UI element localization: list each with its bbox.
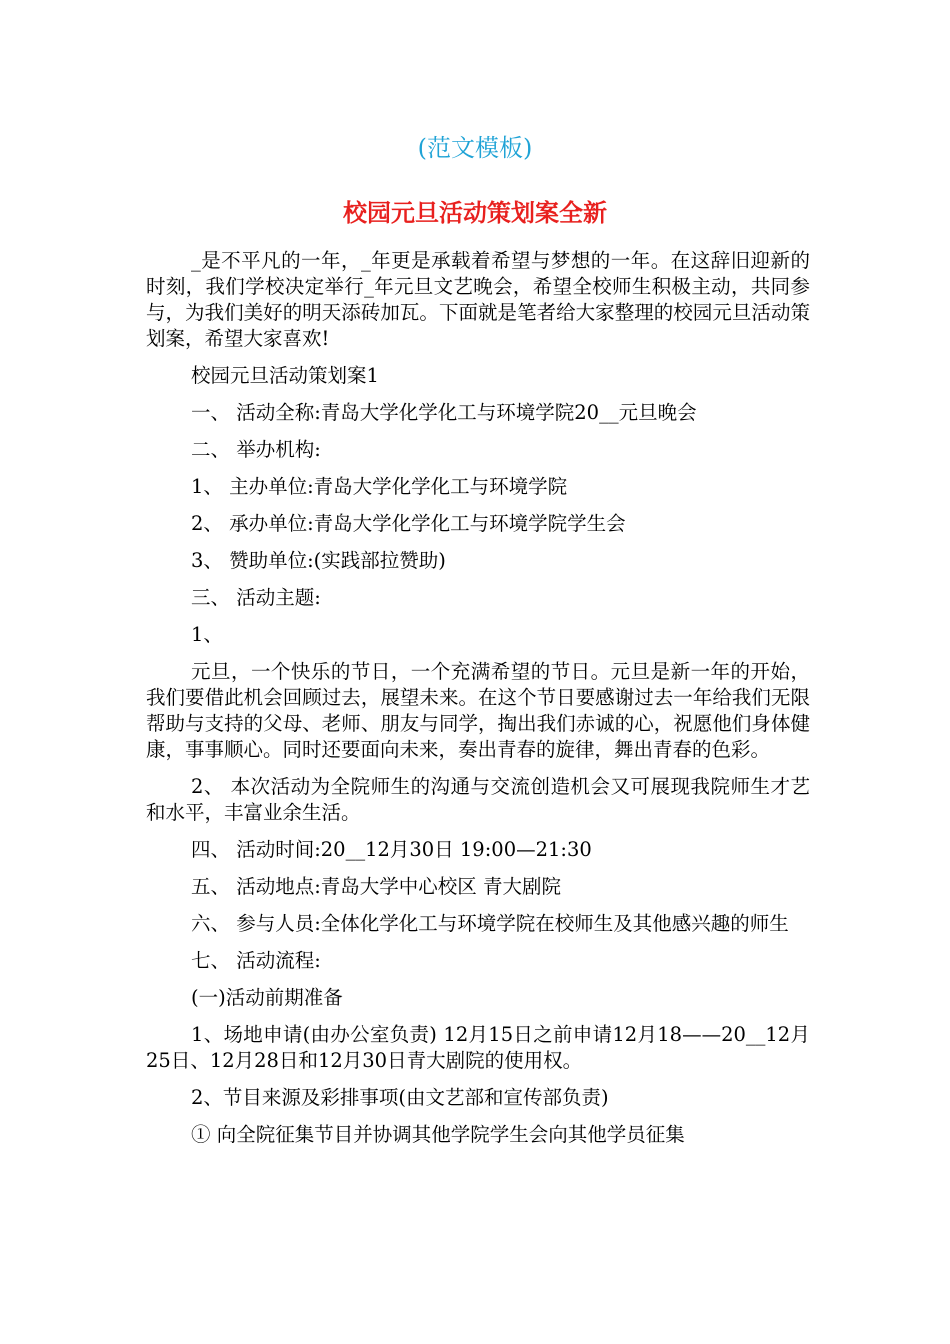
document-body <box>146 248 810 1159</box>
list-item: 六、 参与人员:全体化学化工与环境学院在校师生及其他感兴趣的师生 <box>191 912 789 935</box>
list-item: 2、 承办单位:青岛大学化学化工与环境学院学生会 <box>191 512 626 535</box>
list-item: 1、 主办单位:青岛大学化学化工与环境学院 <box>191 475 568 498</box>
list-item: 三、 活动主题: <box>191 586 321 609</box>
list-item: 一、 活动全称:青岛大学化学化工与环境学院20__元旦晚会 <box>191 401 697 424</box>
list-item: (一)活动前期准备 <box>191 986 343 1009</box>
list-item: 1、场地申请(由办公室负责) 12月15日之前申请12月18——20__12月25日、12月28日和12月30日青大剧院的使用权。 <box>146 1023 810 1072</box>
document-title: 校园元旦活动策划案全新 <box>343 199 607 227</box>
theme-paragraph: 元旦，一个快乐的节日，一个充满希望的节日。元旦是新一年的开始，我们要借此机会回顾过去，展望未来。在这个节日要感谢过去一年给我们无限帮助与支持的父母、老师、朋友与同学，掏出我们赤诚的心，祝愿他们身体健康，事事顺心。同时还要面向未来，奏出青春的旋律，舞出青春的色彩。 <box>146 660 810 761</box>
list-item: 七、 活动流程: <box>191 949 321 972</box>
list-item: 2、 本次活动为全院师生的沟通与交流创造机会又可展现我院师生才艺和水平，丰富业余生活。 <box>146 775 810 824</box>
list-item: 二、 举办机构: <box>191 438 321 461</box>
list-item: 3、 赞助单位:(实践部拉赞助) <box>191 549 446 572</box>
list-item: 1、 <box>191 623 223 646</box>
intro-paragraph: _是不平凡的一年，_年更是承载着希望与梦想的一年。在这辞旧迎新的时刻，我们学校决定举行_年元旦文艺晚会，希望全校师生积极主动，共同参与，为我们美好的明天添砖加瓦。下面就是笔者给大家整理的校园元旦活动策划案，希望大家喜欢! <box>146 249 810 350</box>
list-item: 四、 活动时间:20__12月30日 19:00—21:30 <box>191 838 592 861</box>
section-heading: 校园元旦活动策划案1 <box>191 364 379 387</box>
list-item: 2、节目来源及彩排事项(由文艺部和宣传部负责) <box>191 1086 609 1109</box>
list-item: ① 向全院征集节目并协调其他学院学生会向其他学员征集 <box>191 1123 685 1146</box>
list-item: 五、 活动地点:青岛大学中心校区 青大剧院 <box>191 875 561 898</box>
template-label: (范文模板) <box>417 134 533 162</box>
